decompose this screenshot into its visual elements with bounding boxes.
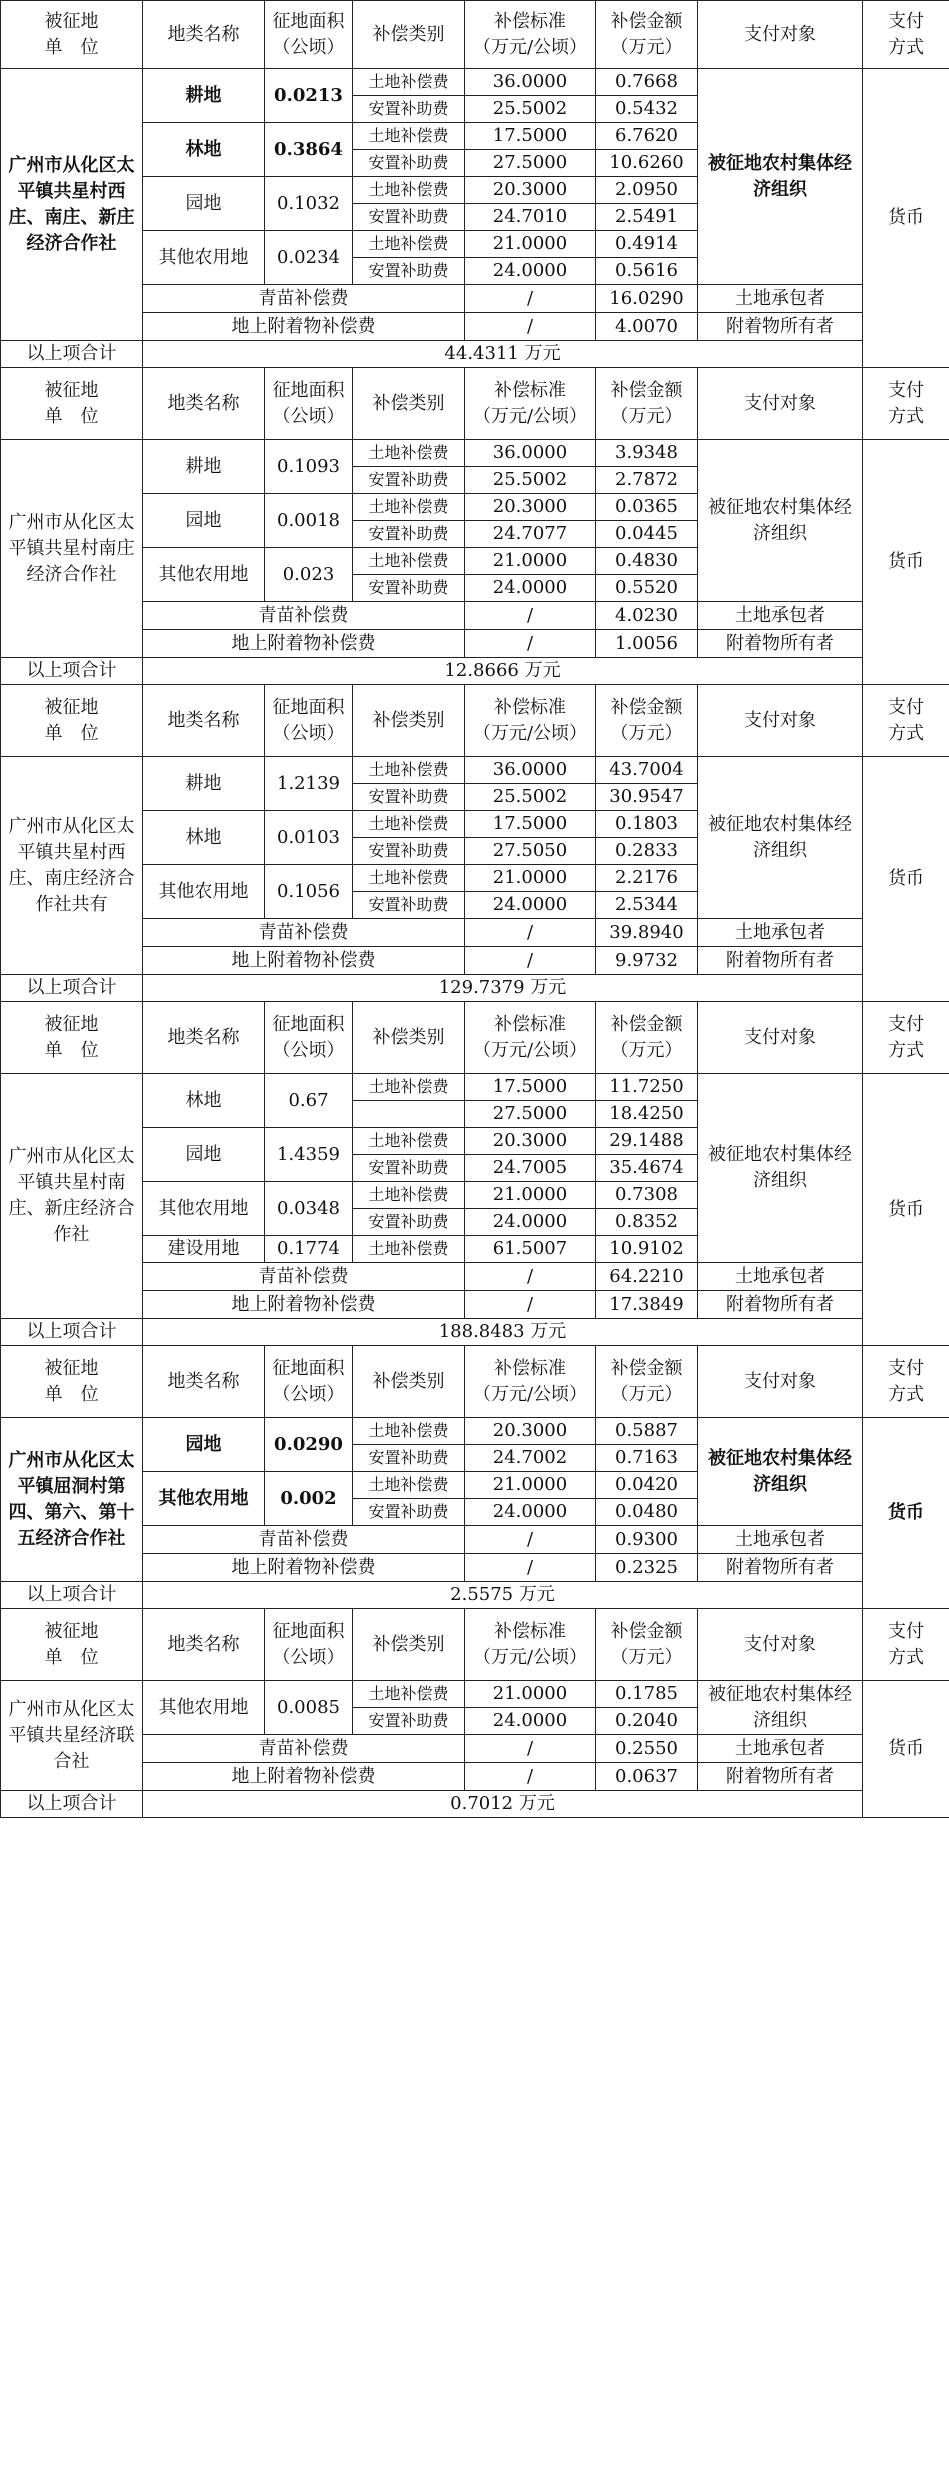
compensation-amount: 11.7250: [596, 1074, 698, 1101]
compensation-category: 安置补助费: [353, 838, 465, 865]
land-area: 0.1774: [265, 1236, 353, 1263]
table-row: [1, 69, 949, 96]
attachment-standard: /: [465, 1763, 596, 1791]
compensation-amount: 0.1785: [596, 1681, 698, 1708]
land-type-name: 其他农用地: [143, 1681, 265, 1735]
compensation-amount: 2.5344: [596, 892, 698, 919]
total-value: 0.7012 万元: [143, 1791, 863, 1818]
compensation-standard: 24.0000: [465, 892, 596, 919]
unit-name: 广州市从化区太平镇共星经济联合社: [1, 1681, 143, 1791]
compensation-category: 土地补偿费: [353, 757, 465, 784]
attachment-label: 地上附着物补偿费: [143, 313, 465, 341]
compensation-amount: 0.0445: [596, 521, 698, 548]
total-value: 2.5575 万元: [143, 1582, 863, 1609]
compensation-standard: 24.7010: [465, 204, 596, 231]
compensation-amount: 0.0480: [596, 1499, 698, 1526]
compensation-standard: 20.3000: [465, 494, 596, 521]
compensation-category: 土地补偿费: [353, 1418, 465, 1445]
compensation-standard: 27.5050: [465, 838, 596, 865]
attachment-payee: 附着物所有者: [698, 313, 863, 341]
compensation-standard: 25.5002: [465, 784, 596, 811]
area-header: 征地面积 （公顷）: [265, 1609, 353, 1681]
compensation-category: 安置补助费: [353, 575, 465, 602]
compensation-standard: 24.7005: [465, 1155, 596, 1182]
seedling-fee-row: [1, 1735, 949, 1763]
compensation-standard: 61.5007: [465, 1236, 596, 1263]
compensation-amount: 0.4914: [596, 231, 698, 258]
unit-header: 被征地 单 位: [1, 1002, 143, 1074]
seedling-payee: 土地承包者: [698, 1735, 863, 1763]
land-type-header: 地类名称: [143, 1, 265, 69]
attachment-payee: 附着物所有者: [698, 1291, 863, 1319]
attachment-amount: 17.3849: [596, 1291, 698, 1319]
seedling-label: 青苗补偿费: [143, 1263, 465, 1291]
compensation-amount: 0.7668: [596, 69, 698, 96]
compensation-category: 安置补助费: [353, 521, 465, 548]
seedling-fee-row: [1, 602, 949, 630]
land-area: 1.4359: [265, 1128, 353, 1182]
seedling-amount: 0.9300: [596, 1526, 698, 1554]
payee-header: 支付对象: [698, 368, 863, 440]
attachment-payee: 附着物所有者: [698, 630, 863, 658]
payment-method: 货币: [863, 757, 949, 1002]
category-header: 补偿类别: [353, 1346, 465, 1418]
area-header: 征地面积 （公顷）: [265, 1, 353, 69]
compensation-amount: 2.2176: [596, 865, 698, 892]
compensation-amount: 18.4250: [596, 1101, 698, 1128]
compensation-amount: 0.0420: [596, 1472, 698, 1499]
compensation-amount: 0.5616: [596, 258, 698, 285]
land-area: 0.0103: [265, 811, 353, 865]
amount-header: 补偿金额 （万元）: [596, 1, 698, 69]
compensation-category: 安置补助费: [353, 1445, 465, 1472]
land-type-name: 其他农用地: [143, 231, 265, 285]
land-type-name: 园地: [143, 177, 265, 231]
seedling-standard: /: [465, 1263, 596, 1291]
total-row: [1, 1319, 949, 1346]
compensation-category: 土地补偿费: [353, 1182, 465, 1209]
compensation-category: 安置补助费: [353, 1155, 465, 1182]
area-header: 征地面积 （公顷）: [265, 368, 353, 440]
compensation-amount: 43.7004: [596, 757, 698, 784]
compensation-amount: 3.9348: [596, 440, 698, 467]
total-label: 以上项合计: [1, 1582, 143, 1609]
standard-header: 补偿标准 （万元/公顷）: [465, 1, 596, 69]
compensation-category: 土地补偿费: [353, 1236, 465, 1263]
amount-header: 补偿金额 （万元）: [596, 1609, 698, 1681]
compensation-category: 安置补助费: [353, 1499, 465, 1526]
header-row: [1, 1609, 949, 1681]
land-type-name: 林地: [143, 1074, 265, 1128]
compensation-category: 土地补偿费: [353, 1681, 465, 1708]
unit-header: 被征地 单 位: [1, 368, 143, 440]
header-row: [1, 685, 949, 757]
unit-name: 广州市从化区太平镇屈洞村第四、第六、第十五经济合作社: [1, 1418, 143, 1582]
compensation-category: 安置补助费: [353, 258, 465, 285]
attachment-payee: 附着物所有者: [698, 1763, 863, 1791]
compensation-amount: 0.2833: [596, 838, 698, 865]
area-header: 征地面积 （公顷）: [265, 1002, 353, 1074]
land-area: 0.0348: [265, 1182, 353, 1236]
payee-header: 支付对象: [698, 685, 863, 757]
seedling-amount: 39.8940: [596, 919, 698, 947]
compensation-standard: 21.0000: [465, 548, 596, 575]
compensation-standard: 27.5000: [465, 1101, 596, 1128]
compensation-standard: 24.0000: [465, 1499, 596, 1526]
compensation-standard: 27.5000: [465, 150, 596, 177]
payee-header: 支付对象: [698, 1002, 863, 1074]
seedling-label: 青苗补偿费: [143, 285, 465, 313]
compensation-category: 土地补偿费: [353, 811, 465, 838]
compensation-amount: 6.7620: [596, 123, 698, 150]
compensation-standard: 17.5000: [465, 123, 596, 150]
seedling-label: 青苗补偿费: [143, 1735, 465, 1763]
seedling-amount: 0.2550: [596, 1735, 698, 1763]
attachment-fee-row: [1, 630, 949, 658]
total-label: 以上项合计: [1, 341, 143, 368]
area-header: 征地面积 （公顷）: [265, 1346, 353, 1418]
compensation-category: 土地补偿费: [353, 123, 465, 150]
compensation-standard: 36.0000: [465, 757, 596, 784]
payee-header: 支付对象: [698, 1609, 863, 1681]
seedling-fee-row: [1, 919, 949, 947]
total-label: 以上项合计: [1, 1319, 143, 1346]
compensation-amount: 2.7872: [596, 467, 698, 494]
total-row: [1, 658, 949, 685]
payment-method: 货币: [863, 69, 949, 368]
collective-payee: 被征地农村集体经济组织: [698, 69, 863, 285]
attachment-amount: 0.2325: [596, 1554, 698, 1582]
unit-header: 被征地 单 位: [1, 685, 143, 757]
unit-header: 被征地 单 位: [1, 1, 143, 69]
total-row: [1, 975, 949, 1002]
land-area: 0.1093: [265, 440, 353, 494]
attachment-standard: /: [465, 1554, 596, 1582]
standard-header: 补偿标准 （万元/公顷）: [465, 1346, 596, 1418]
payment-method: 货币: [863, 1418, 949, 1609]
compensation-standard: 21.0000: [465, 1182, 596, 1209]
seedling-label: 青苗补偿费: [143, 602, 465, 630]
seedling-standard: /: [465, 919, 596, 947]
land-area: 0.0234: [265, 231, 353, 285]
standard-header: 补偿标准 （万元/公顷）: [465, 1002, 596, 1074]
payee-header: 支付对象: [698, 1346, 863, 1418]
attachment-standard: /: [465, 313, 596, 341]
attachment-label: 地上附着物补偿费: [143, 1291, 465, 1319]
seedling-payee: 土地承包者: [698, 285, 863, 313]
category-header: 补偿类别: [353, 1609, 465, 1681]
standard-header: 补偿标准 （万元/公顷）: [465, 685, 596, 757]
seedling-fee-row: [1, 1263, 949, 1291]
seedling-label: 青苗补偿费: [143, 1526, 465, 1554]
compensation-amount: 0.1803: [596, 811, 698, 838]
header-row: [1, 368, 949, 440]
method-header: 支付 方式: [863, 1002, 949, 1074]
total-value: 129.7379 万元: [143, 975, 863, 1002]
attachment-amount: 0.0637: [596, 1763, 698, 1791]
compensation-category: 土地补偿费: [353, 865, 465, 892]
compensation-category: 土地补偿费: [353, 494, 465, 521]
collective-payee: 被征地农村集体经济组织: [698, 1074, 863, 1263]
compensation-amount: 0.8352: [596, 1209, 698, 1236]
payee-header: 支付对象: [698, 1, 863, 69]
compensation-standard: 21.0000: [465, 1681, 596, 1708]
amount-header: 补偿金额 （万元）: [596, 1346, 698, 1418]
total-row: [1, 1582, 949, 1609]
category-header: 补偿类别: [353, 1002, 465, 1074]
attachment-payee: 附着物所有者: [698, 947, 863, 975]
compensation-standard: 21.0000: [465, 1472, 596, 1499]
attachment-label: 地上附着物补偿费: [143, 1554, 465, 1582]
seedling-label: 青苗补偿费: [143, 919, 465, 947]
land-type-name: 其他农用地: [143, 1472, 265, 1526]
attachment-fee-row: [1, 313, 949, 341]
compensation-category: 安置补助费: [353, 150, 465, 177]
land-type-name: 建设用地: [143, 1236, 265, 1263]
collective-payee: 被征地农村集体经济组织: [698, 440, 863, 602]
compensation-category: 安置补助费: [353, 96, 465, 123]
seedling-amount: 4.0230: [596, 602, 698, 630]
amount-header: 补偿金额 （万元）: [596, 685, 698, 757]
header-row: [1, 1, 949, 69]
seedling-payee: 土地承包者: [698, 1526, 863, 1554]
category-header: 补偿类别: [353, 368, 465, 440]
compensation-standard: 21.0000: [465, 231, 596, 258]
total-value: 188.8483 万元: [143, 1319, 863, 1346]
total-label: 以上项合计: [1, 658, 143, 685]
compensation-amount: 2.5491: [596, 204, 698, 231]
land-area: 0.3864: [265, 123, 353, 177]
compensation-category: 安置补助费: [353, 1708, 465, 1735]
land-type-name: 其他农用地: [143, 548, 265, 602]
header-row: [1, 1002, 949, 1074]
compensation-standard: 36.0000: [465, 69, 596, 96]
area-header: 征地面积 （公顷）: [265, 685, 353, 757]
compensation-standard: 17.5000: [465, 1074, 596, 1101]
table-row: [1, 440, 949, 467]
compensation-standard: 21.0000: [465, 865, 596, 892]
land-type-name: 园地: [143, 1418, 265, 1472]
compensation-amount: 0.7163: [596, 1445, 698, 1472]
category-header: 补偿类别: [353, 1, 465, 69]
category-header: 补偿类别: [353, 685, 465, 757]
compensation-amount: 35.4674: [596, 1155, 698, 1182]
compensation-standard: 25.5002: [465, 96, 596, 123]
table-row: [1, 1681, 949, 1708]
land-area: 0.0290: [265, 1418, 353, 1472]
compensation-amount: 0.7308: [596, 1182, 698, 1209]
compensation-amount: 29.1488: [596, 1128, 698, 1155]
land-area: 0.0018: [265, 494, 353, 548]
attachment-standard: /: [465, 947, 596, 975]
compensation-standard: 17.5000: [465, 811, 596, 838]
attachment-fee-row: [1, 1291, 949, 1319]
method-header: 支付 方式: [863, 1346, 949, 1418]
attachment-standard: /: [465, 630, 596, 658]
compensation-standard: 24.0000: [465, 258, 596, 285]
compensation-amount: 30.9547: [596, 784, 698, 811]
total-value: 44.4311 万元: [143, 341, 863, 368]
attachment-amount: 9.9732: [596, 947, 698, 975]
land-type-name: 其他农用地: [143, 1182, 265, 1236]
land-area: 0.002: [265, 1472, 353, 1526]
land-type-header: 地类名称: [143, 1609, 265, 1681]
compensation-standard: 24.0000: [465, 1708, 596, 1735]
compensation-standard: 36.0000: [465, 440, 596, 467]
land-type-header: 地类名称: [143, 1346, 265, 1418]
method-header: 支付 方式: [863, 1, 949, 69]
table-row: [1, 757, 949, 784]
compensation-standard: 20.3000: [465, 177, 596, 204]
attachment-fee-row: [1, 947, 949, 975]
compensation-standard: 24.0000: [465, 1209, 596, 1236]
amount-header: 补偿金额 （万元）: [596, 368, 698, 440]
attachment-label: 地上附着物补偿费: [143, 630, 465, 658]
land-type-header: 地类名称: [143, 1002, 265, 1074]
compensation-amount: 0.5520: [596, 575, 698, 602]
unit-name: 广州市从化区太平镇共星村南庄经济合作社: [1, 440, 143, 658]
compensation-category: 土地补偿费: [353, 231, 465, 258]
compensation-standard: 24.7077: [465, 521, 596, 548]
table-row: [1, 1418, 949, 1445]
method-header: 支付 方式: [863, 1609, 949, 1681]
land-type-name: 园地: [143, 1128, 265, 1182]
compensation-category: 土地补偿费: [353, 440, 465, 467]
compensation-amount: 0.0365: [596, 494, 698, 521]
compensation-category: 土地补偿费: [353, 177, 465, 204]
attachment-label: 地上附着物补偿费: [143, 947, 465, 975]
seedling-payee: 土地承包者: [698, 1263, 863, 1291]
compensation-amount: 10.9102: [596, 1236, 698, 1263]
compensation-category: 安置补助费: [353, 1209, 465, 1236]
attachment-amount: 4.0070: [596, 313, 698, 341]
total-row: [1, 341, 949, 368]
compensation-category: 土地补偿费: [353, 1128, 465, 1155]
seedling-standard: /: [465, 602, 596, 630]
land-type-name: 耕地: [143, 440, 265, 494]
compensation-category: 土地补偿费: [353, 1472, 465, 1499]
attachment-amount: 1.0056: [596, 630, 698, 658]
attachment-fee-row: [1, 1763, 949, 1791]
collective-payee: 被征地农村集体经济组织: [698, 757, 863, 919]
land-type-name: 耕地: [143, 69, 265, 123]
land-area: 0.1056: [265, 865, 353, 919]
compensation-amount: 10.6260: [596, 150, 698, 177]
compensation-amount: 0.5432: [596, 96, 698, 123]
land-type-name: 其他农用地: [143, 865, 265, 919]
collective-payee: 被征地农村集体经济组织: [698, 1418, 863, 1526]
land-area: 1.2139: [265, 757, 353, 811]
standard-header: 补偿标准 （万元/公顷）: [465, 1609, 596, 1681]
unit-header: 被征地 单 位: [1, 1346, 143, 1418]
unit-name: 广州市从化区太平镇共星村西庄、南庄、新庄经济合作社: [1, 69, 143, 341]
amount-header: 补偿金额 （万元）: [596, 1002, 698, 1074]
unit-name: 广州市从化区太平镇共星村南庄、新庄经济合作社: [1, 1074, 143, 1319]
seedling-standard: /: [465, 1526, 596, 1554]
compensation-amount: 0.4830: [596, 548, 698, 575]
compensation-category: 土地补偿费: [353, 548, 465, 575]
attachment-payee: 附着物所有者: [698, 1554, 863, 1582]
seedling-fee-row: [1, 1526, 949, 1554]
land-type-name: 林地: [143, 123, 265, 177]
header-row: [1, 1346, 949, 1418]
collective-payee: 被征地农村集体经济组织: [698, 1681, 863, 1735]
unit-name: 广州市从化区太平镇共星村西庄、南庄经济合作社共有: [1, 757, 143, 975]
compensation-category: 安置补助费: [353, 784, 465, 811]
seedling-standard: /: [465, 1735, 596, 1763]
land-type-name: 园地: [143, 494, 265, 548]
land-area: 0.0213: [265, 69, 353, 123]
compensation-category: 安置补助费: [353, 467, 465, 494]
payment-method: 货币: [863, 1074, 949, 1346]
compensation-standard: 24.7002: [465, 1445, 596, 1472]
land-type-header: 地类名称: [143, 368, 265, 440]
total-label: 以上项合计: [1, 975, 143, 1002]
compensation-standard: 20.3000: [465, 1128, 596, 1155]
compensation-category: 安置补助费: [353, 892, 465, 919]
land-area: 0.1032: [265, 177, 353, 231]
compensation-amount: 2.0950: [596, 177, 698, 204]
total-label: 以上项合计: [1, 1791, 143, 1818]
compensation-category: [353, 1101, 465, 1128]
attachment-standard: /: [465, 1291, 596, 1319]
seedling-payee: 土地承包者: [698, 919, 863, 947]
land-type-name: 林地: [143, 811, 265, 865]
compensation-standard: 24.0000: [465, 575, 596, 602]
land-type-name: 耕地: [143, 757, 265, 811]
compensation-category: 土地补偿费: [353, 69, 465, 96]
compensation-category: 安置补助费: [353, 204, 465, 231]
attachment-label: 地上附着物补偿费: [143, 1763, 465, 1791]
standard-header: 补偿标准 （万元/公顷）: [465, 368, 596, 440]
seedling-amount: 64.2210: [596, 1263, 698, 1291]
compensation-amount: 0.2040: [596, 1708, 698, 1735]
compensation-category: 土地补偿费: [353, 1074, 465, 1101]
seedling-payee: 土地承包者: [698, 602, 863, 630]
land-area: 0.67: [265, 1074, 353, 1128]
unit-header: 被征地 单 位: [1, 1609, 143, 1681]
seedling-fee-row: [1, 285, 949, 313]
seedling-amount: 16.0290: [596, 285, 698, 313]
compensation-standard: 20.3000: [465, 1418, 596, 1445]
seedling-standard: /: [465, 285, 596, 313]
compensation-standard: 25.5002: [465, 467, 596, 494]
land-area: 0.0085: [265, 1681, 353, 1735]
method-header: 支付 方式: [863, 685, 949, 757]
total-value: 12.8666 万元: [143, 658, 863, 685]
total-row: [1, 1791, 949, 1818]
payment-method: 货币: [863, 440, 949, 685]
compensation-amount: 0.5887: [596, 1418, 698, 1445]
land-type-header: 地类名称: [143, 685, 265, 757]
attachment-fee-row: [1, 1554, 949, 1582]
table-row: [1, 1074, 949, 1101]
method-header: 支付 方式: [863, 368, 949, 440]
payment-method: 货币: [863, 1681, 949, 1818]
land-area: 0.023: [265, 548, 353, 602]
